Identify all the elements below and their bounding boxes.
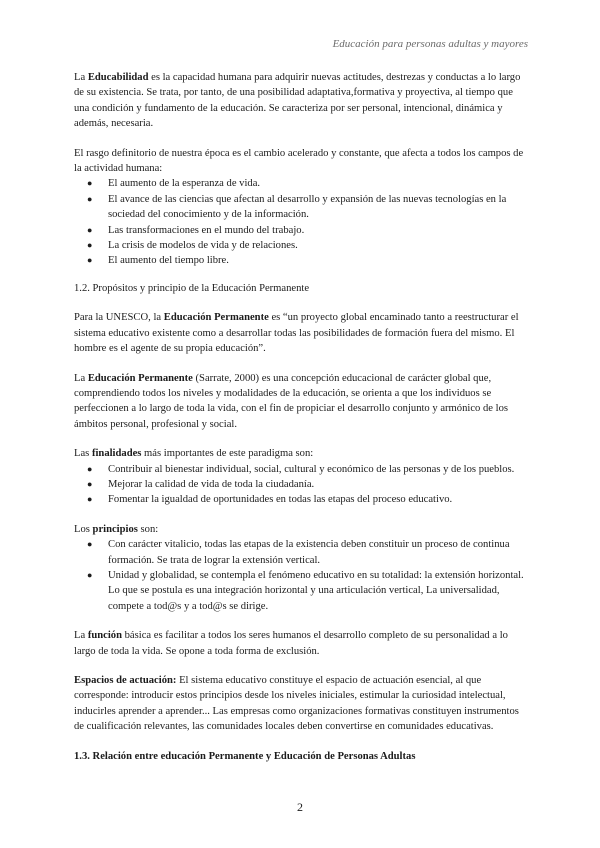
term-educabilidad: Educabilidad — [87, 72, 149, 83]
finalidades-list — [74, 462, 528, 508]
bullet-icon: ● — [87, 224, 93, 235]
list-item: ● Con carácter vitalicio, todas las etapas de la existencia deben constituir un proceso de continua formación. Se trata de lograr la extensión vertical. — [87, 539, 510, 566]
bullet-icon: ● — [87, 539, 93, 550]
list-item: ● El aumento de la esperanza de vida. — [74, 176, 528, 191]
page-body — [74, 70, 528, 764]
list-item: ● El aumento del tiempo libre. — [74, 253, 528, 268]
list-item: ● Las transformaciones en el mundo del trabajo. — [74, 223, 528, 238]
list-item: ● Fomentar la igualdad de oportunidades en todas las etapas del proceso educativo. — [74, 492, 528, 507]
term-espacios-de-actuacion: Espacios de actuación: — [74, 675, 177, 686]
bullet-icon: ● — [87, 463, 93, 474]
bullet-icon: ● — [87, 178, 93, 189]
section-heading-1-2: 1.2. Propósitos y principio de la Educación Permanente — [74, 282, 310, 294]
term-principios: principios — [92, 523, 138, 535]
bullet-icon: ● — [87, 478, 93, 489]
principios-list — [74, 537, 528, 614]
educabilidad-paragraph: La Educabilidad es la capacidad humana para adquirir nuevas actitudes, destrezas y conductas a lo largo de su existencia. Se trata, por tanto, de una posibilidad adaptativa,formativa y proyectiva, al tiempo que una condición y fundamento de la educación. Se caracteriza por ser personal, intencional, dinámica y además, necesaria. — [74, 72, 521, 130]
section-heading-1-3: 1.3. Relación entre educación Permanente y Educación de Personas Adultas — [74, 750, 416, 762]
page-number: 2 — [297, 800, 303, 814]
bullet-icon: ● — [87, 569, 93, 580]
list-item: ● Mejorar la calidad de vida de toda la ciudadanía. — [74, 477, 528, 492]
term-educacion-permanente: Educación Permanente — [163, 312, 269, 324]
bullet-icon: ● — [87, 255, 93, 266]
principios-intro: Los principios son: — [74, 523, 159, 535]
term-educacion-permanente: Educación Permanente — [87, 372, 193, 384]
bullet-icon: ● — [87, 193, 93, 204]
list-item: ● Unidad y globalidad, se contempla el fenómeno educativo en su totalidad: la extensión horizontal. Lo que se postula es una integración horizontal y una articulación vertical, La universalidad, compete a tod@s y a tod@s se dirige. — [87, 569, 524, 612]
bullet-icon: ● — [87, 240, 93, 251]
finalidades-intro: Las finalidades más importantes de este paradigma son: — [74, 448, 314, 460]
running-header: Educación para personas adultas y mayores — [332, 38, 528, 50]
term-funcion: función — [87, 630, 122, 642]
cambio-intro: El rasgo definitorio de nuestra época es el cambio acelerado y constante, que afecta a todos los campos de la actividad humana: — [74, 147, 524, 175]
bullet-icon: ● — [87, 494, 93, 505]
funcion-paragraph: La función básica es facilitar a todos los seres humanos el desarrollo completo de su personalidad a lo largo de toda la vida. Se opone a toda forma de exclusión. — [74, 630, 508, 657]
list-item: ● El avance de las ciencias que afectan al desarrollo y expansión de las nuevas tecnologías en la sociedad del conocimiento y de la información. — [87, 193, 507, 221]
cambio-list — [74, 176, 528, 268]
sarrate-paragraph: La Educación Permanente (Sarrate, 2000) es una concepción educacional de carácter global que, comprendiendo todos los niveles y modalidades de la educación, se orienta a que los individuos se perfeccionen a lo largo de toda la vida, con el fin de propiciar el desarrollo conjunto y armónico de los ámbitos personal, profesional y social. — [74, 372, 508, 430]
list-item: ● La crisis de modelos de vida y de relaciones. — [74, 238, 528, 253]
unesco-paragraph: Para la UNESCO, la Educación Permanente es “un proyecto global encaminado tanto a reestructurar el sistema educativo existente como a desarrollar todas las posibilidades de formación fuera del mismo. El hombre es el agente de su propia educación”. — [74, 312, 519, 355]
term-finalidades: finalidades — [91, 448, 142, 460]
espacios-paragraph: Espacios de actuación: El sistema educativo constituye el espacio de actuación esencial, al que corresponde: introducir estos principios desde los niveles iniciales, estimular la curiosidad intelectual, inducirles aprender a aprender... Las empresas como organizaciones formativas constituyen instrumentos de cualificación relevantes, las comunidades locales deben convertirse en comunidades educativas. — [74, 675, 519, 733]
list-item: ● Contribuir al bienestar individual, social, cultural y económico de las personas y de los pueblos. — [74, 462, 528, 477]
